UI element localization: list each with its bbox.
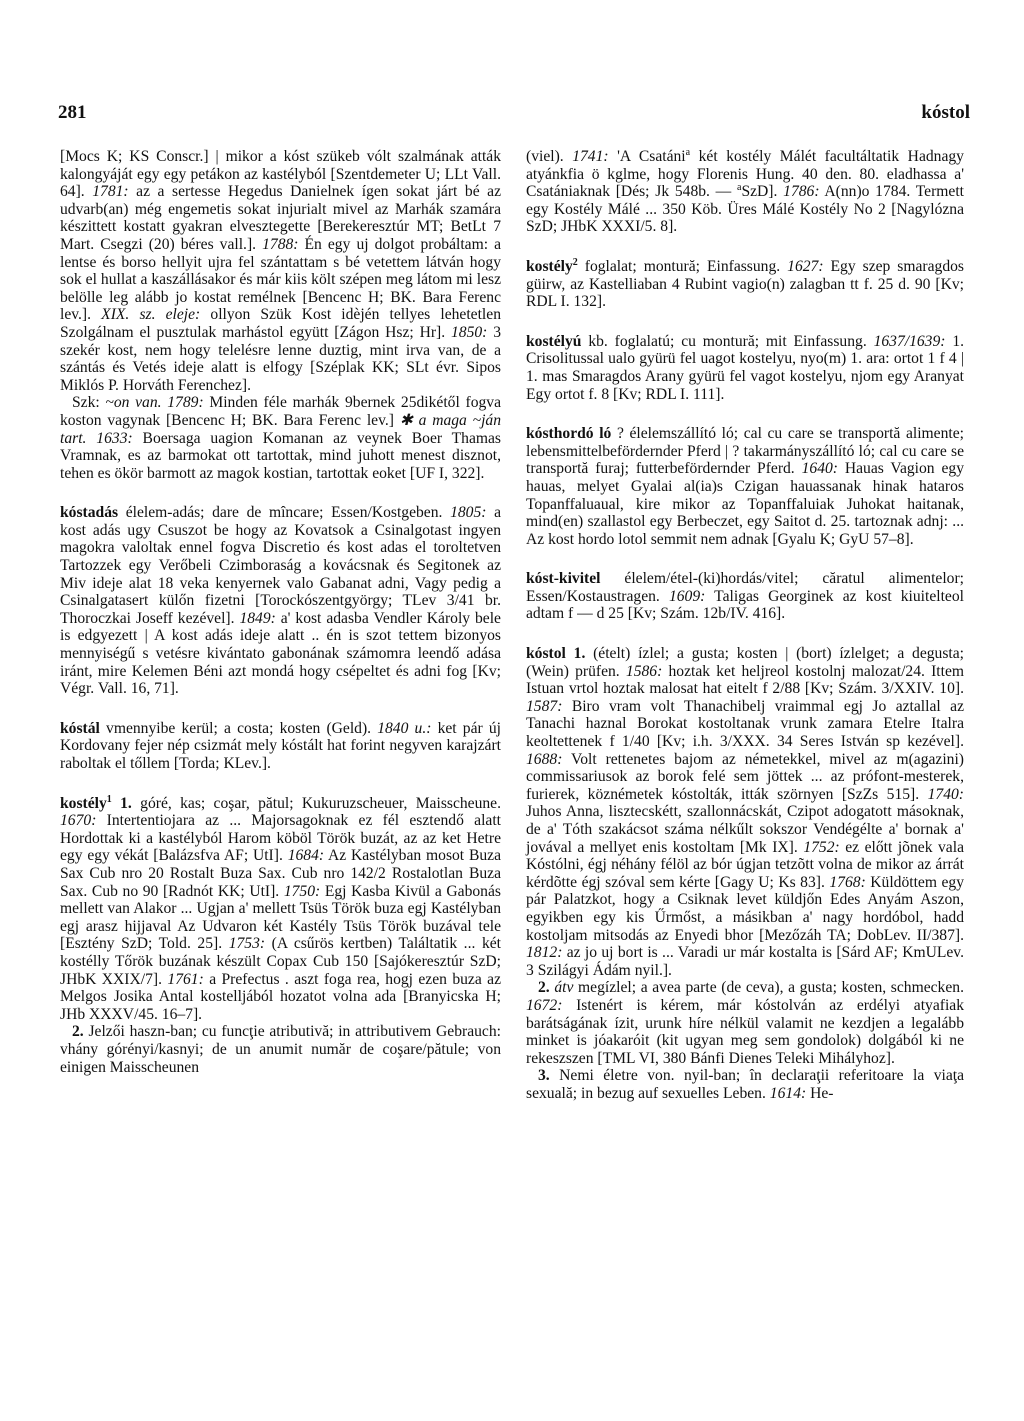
entry-kostol: kóstol 1. (ételt) ízlel; a gusta; kosten | (bort) ízlelget; a degusta; (Wein) prüfen. 1586: hoztak ket heljreol kostolnj malozat/24. Ittem Istuan vrtol hoztak malosat hat eitelt f 2/88 [Kv; Szám. 3/XXIV. 10]. 1587: Biro vram volt Thanachibelj vraimmal egj Jo aztallal az Tanachi haznal Borokat kostoltanak vrunk zamara Etelre Italra keoltettenek f 1/40 [Kv; i.h. 3/XXX. 34 Seres István sp kezével]. 1688: Volt rettenetes bajom az németekkel, mivel az m(agazini) commissariusok az borok felé sem jöttek ... az prófont-mesterek, furierek, köznémetek kóstolták, itták szörnyen [SzZs 515]. 1740: Juhos Anna, lisztecskétt, szallonnácskát, Czipot adogatott másoknak, de a' Tóth szakácsot száma nélkűlt sokszor Vendégélte a' bornak a' jovával a mellyet enis kostoltam [Mk IX]. 1752: ez előtt jõnek vala Kóstólni, égj néhány félöl az bór úgjan tetzõtt volna de mikor az árrát kérdõtte égj szóval sem kérte [Gagy U; Ks 83]. 1768: Küldöttem egy pár Palatzkot, hogy a Csiknak levet küldjőn Edes Anyám Aszon, egyikben egy kis Űrmőst, a másikban a' nagy hordóbol, hadd kostoljam mitsodás az Enyedi bhor [Mezőzáh TA; DobLev. II/387]. 1812: az jo uj bort is ... Varadi ur már kostalta is [Sárd AF; KmULev. 3 Szilágyi Ádám nyil.]. 2. átv megízlel; a avea parte (de ceva), a gusta; kosten, schmecken. 1672: Istenért is kérem, már kóstolván az erdélyi atyafiak barátságának ízit, urunk híre nélkül valamit ne kezdjen a legalább minket is jóakaróit (kit ugyan meg sem gondolok) dolgából ki ne rekeszszen [TML VI, 380 Bánfi Dienes Teleki Mihályhoz]. 3. Nemi életre von. nyil-ban; în declaraţii referitoare la viaţa sexuală; in bezug auf sexuelles Leben. 1614: He-	[526, 645, 965, 1102]
entry-kost-kivitel: kóst-kivitel élelem/étel-(ki)hordás/vitel; căratul alimentelor; Essen/Kostaustragen. 1609: Taligas Georginek az kost kiuitelteol adtam f — d 25 [Kv; Szám. 12b/IV. 416].	[526, 570, 964, 623]
entry-continuation: (viel). 1741: 'A Csatáni$^a$ két kostély Málét facultáltatik Hadnagy atyánkfia ö kglme, hogy Florenis Hung. 40 den. 80. eladhassa a' Csatániaknak [Dés; Jk 548b. — $^a$SzD]. 1786: A(nn)o 1784. Termett egy Kostély Málé ... 350 Köb. Üres Málé Kostély No 2 [Nagylózna SzD; JHbK XXXI/5. 8].	[526, 146, 964, 236]
entry-continuation: [Mocs K; KS Conscr.] | mikor a kóst szükeb vólt szalmának atták kalongyáját egy egy petákon az kastélyból [Szentdemeter U; LLt Vall. 64]. 1781: az a sertesse Hegedus Danielnek ígen sokat járt bé az udvarb(an) még engemetis sokat injurialt mivel az Marhák szamára készittett kostatt gyakran elvesztegette [Berekeresztúr MT; BetLt 7 Mart. Csegzi (20) béres vall.]. 1788: Én egy uj dolgot probáltam: a lentse és borso hellyit ujra fel szántattam s bé vetettem látván hogy sok el hullat a kaszállásakor és már kiis költ szépen meg látom mi lesz belölle leg alább jo kostat remélnek [Bencenc H; BK. Bara Ferenc lev.]. XIX. sz. eleje: ollyon Szük Kost idèjén tellyes lehetetlen Szolgálnam el pusztulak marhástol együtt [Zágon Hsz; Hr]. 1850: 3 szekér kost, nem hogy telelésre lenne duztig, mint irva van, de a szántás és Vetés ideje alatt is elfogy [Széplak KK; SLt évr. Sipos Miklós P. Horváth Ferenchez]. Szk: ~on van. 1789: Minden féle marhák 9bernek 25dikétől fogva koston vagynak [Bencenc H; BK. Bara Ferenc lev.] ✱ a maga ~ján tart. 1633: Boersaga uagion Komanan az veynek Boer Thamas Vramnak, es az barmokat ott tartottak, mind juhott menest disznot, tehen es ökör barmott az magok kostian, tartottak eoket [UF I, 322].	[60, 148, 502, 482]
left-column	[60, 148, 501, 1088]
headword: kóstál	[60, 719, 100, 737]
headword: kóstadás	[60, 504, 119, 522]
headword: kostély$^2$	[526, 256, 578, 275]
headword: kostélyú	[526, 332, 582, 350]
sense-3: 3. Nemi életre von. nyil-ban; în declaraţii referitoare la viaţa sexuală; in bezug auf sexuelles Leben. 1614: He-	[526, 1067, 965, 1102]
entry-kostadas: kóstadás élelem-adás; dare de mîncare; Essen/Kostgeben. 1805: a kost adás ugy Csuszot be hogy az Kovatsok a Csinalgotast ingyen magokra valoltak ennel fogva Discretio és kost adas el toroltetven Tartozzek egy Verőbeli Czimboraság a kovácsnak és Segitonek az Miv ideje alat 18 veka kenyernek valo Gabanat adni, Vagy pedig a Csinalgatasert külőn fizetni [Torockószentgyörgy; TLev 3/41 br. Thoroczkai Joseff kezével]. 1849: a' kost adasba Vendler Károly bele is edgyezett | A kost adás ideje alatt .. én is szot tettem bizonyos mennyiségű s vetésre kivántato gabonának számomra leendő adása iránt, mire Kelemen Béni azt mondá hogy csépeltet és adni fog [Kv; Végr. Vall. 16, 71].	[60, 504, 502, 698]
entry-kostely-1: kostély$^1$ 1. góré, kas; coşar, pătul; Kukuruzscheuer, Maisscheune. 1670: Intertentiojara az ... Majorsagoknak ez fél esztendő alatt Hordottak ki a kastélyból Harom köböl Török buzát, az az ket Hetre egy egy vékát [Balázsfva AF; UtI]. 1684: Az Kastélyban mosot Buza Sax Cub nro 20 Rostalt Buza Sax. Cub nro 142/2 Rostalotlan Buza Sax. Cub no 90 [Radnót KK; UtI]. 1750: Egj Kasba Kivül a Gabonás mellett van Alakor ... Ugjan a' mellett Tsüs Török buza egj Kastélyban egj arasz hijjaval Az Udvaron két Kastély Tsüs Török buzával tele [Esztény SzD; Told. 25]. 1753: (A csűrös kertben) Találtatik ... két kostélly Tőrök buzának készült Copax Cub 150 [Sajókeresztúr SzD; JHbK XXIX/7]. 1761: a Prefectus . aszt foga rea, hogj ezen buza az Melgos Josika Antal kostelljából hozatot volna ada [Branyicska H; JHb XXXV/45. 16–7]. 2. Jelzői haszn-ban; cu funcţie atributivă; in attributivem Gebrauch: vhány górényi/kasnyi; de un anumit număr de coşare/pătule; von einigen Maisscheunen	[60, 793, 502, 1076]
entry-kostely-2: kostély$^2$ foglalat; montură; Einfassung. 1627: Egy szep smaragdos güirw, az Kastelliaban 4 Rubint vagio(n) zalagban tt f. 25 d. 90 [Kv; RDL I. 132].	[526, 256, 964, 311]
entry-kostal: kóstál vmennyibe kerül; a costa; kosten (Geld). 1840 u.: ket pár új Kordovany fejer nép csizmát mely kóstált hat forint negyven karajzárt raboltak el tőllem [Torda; KLev.].	[60, 719, 501, 772]
sense-2: 2. Jelzői haszn-ban; cu funcţie atributivă; in attributivem Gebrauch: vhány górényi/kasnyi; de un anumit număr de coşare/pătule; von einigen Maisscheunen	[60, 1023, 501, 1076]
headword: kósthordó ló	[526, 425, 612, 443]
right-column	[526, 148, 964, 1115]
headword: kóst-kivitel	[526, 570, 601, 588]
sense-2: 2. átv megízlel; a avea parte (de ceva), a gusta; kosten, schmecken. 1672: Istenért is kérem, már kóstolván az erdélyi atyafiak barátságának ízit, urunk híre nélkül valamit ne kezdjen a legalább minket is jóakaróit (kit ugyan meg sem gondolok) dolgából ki ne rekeszszen [TML VI, 380 Bánfi Dienes Teleki Mihályhoz].	[526, 979, 964, 1067]
running-head: kóstol	[921, 102, 970, 123]
headword: kostély$^1$	[60, 793, 112, 812]
entry-kostelyu: kostélyú kb. foglalatú; cu montură; mit Einfassung. 1637/1639: 1. Crisolitussal ualo gyürü fel uagot kostelyu, nyo(m) 1. ara: ortot 1 f 4 | 1. mas Smaragdos Arany gyürü fel vagot kostelyu, njom egy Aranyat Egy ortot f. 8 [Kv; RDL I. 111].	[526, 332, 965, 403]
page-number: 281	[58, 102, 87, 123]
headword: kóstol	[526, 645, 566, 663]
szk-subentry: Szk: ~on van. 1789: Minden féle marhák 9bernek 25dikétől fogva koston vagynak [Bencenc H; BK. Bara Ferenc lev.] ✱ a maga ~ján tart. 1633: Boersaga uagion Komanan az veynek Boer Thamas Vramnak, es az barmokat ott tartottak, mind juhott menest disznot, tehen es ökör barmott az magok kostian, tartottak eoket [UF I, 322].	[60, 394, 502, 482]
entry-kosthordo-lo: kósthordó ló ? élelemszállító ló; cal cu care se transportă alimente; lebensmittelbefördernder Pferd | ? takarmányszállító ló; cal cu care se transportă furaj; futterbefördernder Pferd. 1640: Hauas Vagion egy hauas, melyet Gyalai al(ia)s Czigan hauassanak hinak hataros Topanffaluaual, kire mikor az Topanffaluiak Juhokat haitanak, mind(en) szallastol egy Berbeczet, egy Saitot d. 25. tartoznak adnj: ... Az kost hordo lotol semmit nem adnak [Gyalu K; GyU 57–8].	[526, 425, 964, 548]
